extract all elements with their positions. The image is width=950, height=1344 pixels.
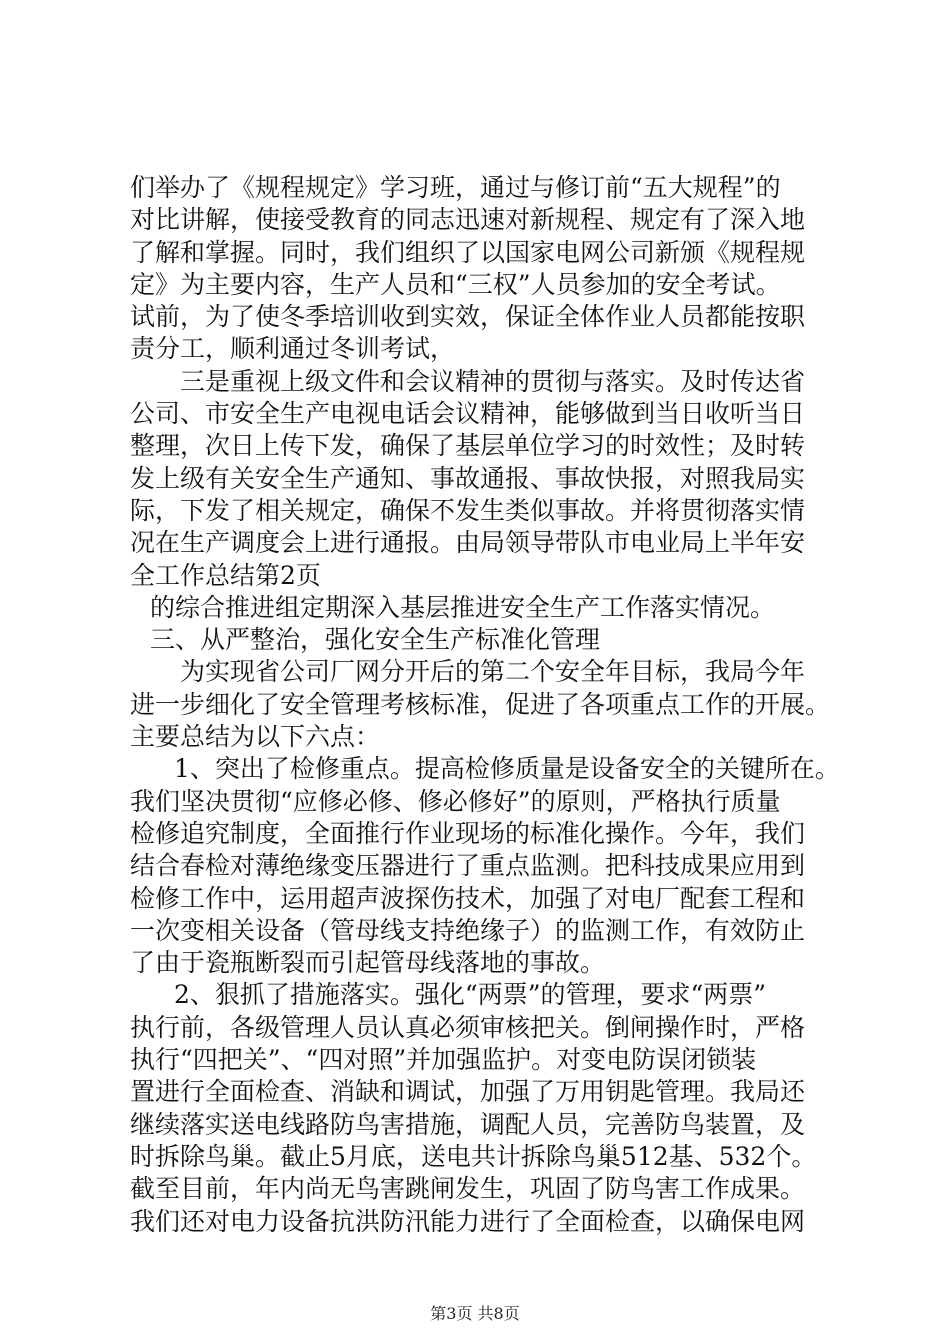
text-line: 我们还对电力设备抗洪防汛能力进行了全面检查，以确保电网	[130, 1206, 806, 1236]
text-line: 际，下发了相关规定，确保不发生类似事故。并将贯彻落实情	[130, 495, 806, 525]
text-line: 全工作总结第2页	[130, 560, 321, 590]
text-line: 进一步细化了安全管理考核标准，促进了各项重点工作的开展。	[130, 689, 831, 719]
text-line: 我们坚决贯彻“应修必修、修必修好”的原则，严格执行质量	[130, 786, 781, 816]
text-line: 定》为主要内容，生产人员和“三权”人员参加的安全考试。	[130, 269, 781, 299]
paragraph-start-line: 1、突出了检修重点。提高检修质量是设备安全的关键所在。	[174, 754, 840, 784]
text-line: 责分工，顺利通过冬训考试，	[130, 334, 456, 364]
text-line: 截至目前，年内尚无鸟害跳闸发生，巩固了防鸟害工作成果。	[130, 1174, 806, 1204]
text-line: 试前，为了使冬季培训收到实效，保证全体作业人员都能按职	[130, 302, 806, 332]
text-line: 检修追究制度，全面推行作业现场的标准化操作。今年，我们	[130, 818, 806, 848]
text-line: 了由于瓷瓶断裂而引起管母线落地的事故。	[130, 948, 606, 978]
text-line: 时拆除鸟巢。截止5月底，送电共计拆除鸟巢512基、532个。	[130, 1141, 817, 1171]
text-line: 执行前，各级管理人员认真必须审核把关。倒闸操作时，严格	[130, 1012, 806, 1042]
text-line: 整理，次日上传下发，确保了基层单位学习的时效性；及时转	[130, 431, 806, 461]
text-line: 检修工作中，运用超声波探伤技术，加强了对电厂配套工程和	[130, 883, 806, 913]
text-line: 结合春检对薄绝缘变压器进行了重点监测。把科技成果应用到	[130, 851, 806, 881]
text-line: 继续落实送电线路防鸟害措施，调配人员，完善防鸟装置，及	[130, 1109, 806, 1139]
text-line: 对比讲解，使接受教育的同志迅速对新规程、规定有了深入地	[130, 205, 806, 235]
text-line: 主要总结为以下六点：	[130, 722, 381, 752]
text-line: 的综合推进组定期深入基层推进安全生产工作落实情况。	[150, 592, 776, 622]
paragraph-start-line: 三是重视上级文件和会议精神的贯彻与落实。及时传达省	[180, 366, 806, 396]
text-line: 一次变相关设备（管母线支持绝缘子）的监测工作，有效防止	[130, 915, 806, 945]
paragraph-start-line: 为实现省公司厂网分开后的第二个安全年目标，我局今年	[180, 657, 806, 687]
document-body	[130, 172, 840, 1238]
text-line: 执行“四把关”、“四对照”并加强监护。对变电防误闭锁装	[130, 1045, 757, 1075]
text-line: 了解和掌握。同时，我们组织了以国家电网公司新颁《规程规	[130, 237, 806, 267]
text-line: 发上级有关安全生产通知、事故通报、事故快报，对照我局实	[130, 463, 806, 493]
text-line: 况在生产调度会上进行通报。由局领导带队市电业局上半年安	[130, 528, 806, 558]
section-heading: 三、从严整治，强化安全生产标准化管理	[150, 625, 601, 655]
text-line: 公司、市安全生产电视电话会议精神，能够做到当日收听当日	[130, 399, 806, 429]
text-line: 置进行全面检查、消缺和调试，加强了万用钥匙管理。我局还	[130, 1077, 806, 1107]
paragraph-start-line: 2、狠抓了措施落实。强化“两票”的管理，要求“两票”	[174, 980, 767, 1010]
text-line: 们举办了《规程规定》学习班，通过与修订前“五大规程”的	[130, 173, 781, 202]
page-footer: 第3页 共8页	[430, 1304, 520, 1323]
